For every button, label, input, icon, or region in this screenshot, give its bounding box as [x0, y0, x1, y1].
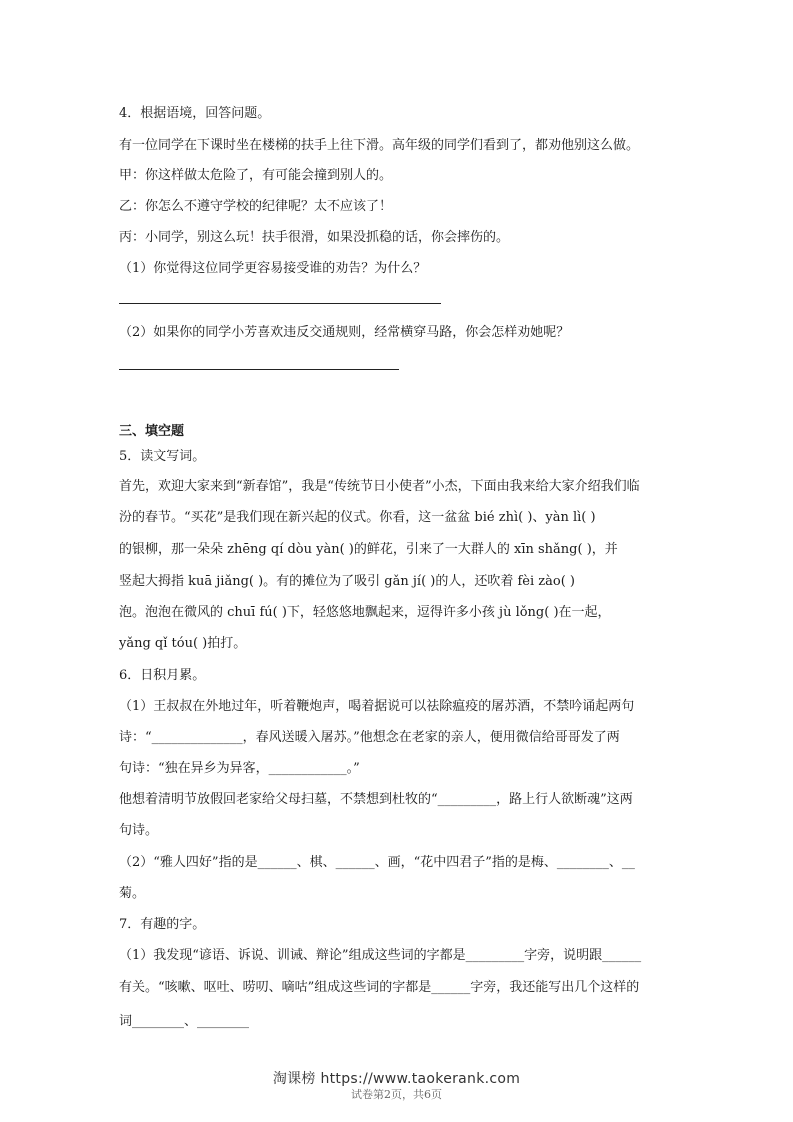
q5-line-4: 竖起大拇指 kuā jiǎng( )。有的摊位为了吸引 gǎn jí( )的人，还吹着 fèi zào( ) — [119, 574, 575, 589]
q6-line-4: 他想着清明节放假回老家给父母扫墓，不禁想到杜牧的“_________，路上行人欲断魂”这两 — [119, 792, 633, 807]
q7-line-3: 词________、________ — [119, 1014, 250, 1029]
q6-line-6: （2）“雅人四好”指的是______、棋、______、画，“花中四君子”指的是梅、________、__ — [119, 855, 635, 870]
q5-line-2: 汾的春节。“买花”是我们现在新兴起的仪式。你看，这一盆盆 bié zhì( )、yàn lì( ) — [119, 510, 596, 525]
q5-line-5: 泡。泡泡在微风的 chuī fú( )下，轻悠悠地飘起来，逗得许多小孩 jù lǒng( )在一起， — [119, 605, 611, 620]
q4-heading: 4．根据语境，回答问题。 — [119, 106, 271, 121]
q5-heading: 5．读文写词。 — [119, 449, 206, 464]
q4-yi: 乙：你怎么不遵守学校的纪律呢？太不应该了！ — [119, 199, 393, 214]
page-footer: 试卷第2页，共6页 — [351, 1088, 442, 1101]
q6-line-3: 句诗：“独在异乡为异客，____________。” — [119, 761, 360, 776]
q6-line-1: （1）王叔叔在外地过年，听着鞭炮声，喝着据说可以祛除瘟疫的屠苏酒，不禁吟诵起两句 — [119, 699, 635, 714]
q6-line-2: 诗：“______________，春风送暖入屠苏。”他想念在老家的亲人，便用微信给哥哥发了两 — [119, 730, 620, 745]
section-title: 三、填空题 — [119, 424, 185, 439]
q4-scenario: 有一位同学在下课时坐在楼梯的扶手上往下滑。高年级的同学们看到了，都劝他别这么做。 — [119, 138, 640, 153]
q4-sub2: （2）如果你的同学小芳喜欢违反交通规则，经常横穿马路，你会怎样劝她呢？ — [119, 325, 570, 340]
q7-line-1: （1）我发现“谚语、诉说、训诫、辩论”组成这些词的字都是_________字旁，说明跟______ — [119, 948, 642, 963]
q5-line-6: yǎng qǐ tóu( )拍打。 — [119, 636, 247, 651]
q4-sub1: （1）你觉得这位同学更容易接受谁的劝告？为什么？ — [119, 261, 427, 276]
q5-line-3: 的银柳，那一朵朵 zhēng qí dòu yàn( )的鲜花，引来了一大群人的 xīn shǎng( )，并 — [119, 542, 618, 557]
q7-line-2: 有关。“咳嗽、呕吐、唠叨、嘀咕”组成这些词的字都是______字旁，我还能写出几个这样的 — [119, 980, 640, 995]
q6-line-7: 菊。 — [119, 886, 146, 901]
q5-line-1: 首先，欢迎大家来到“新春馆”，我是“传统节日小使者”小杰，下面由我来给大家介绍我们临 — [119, 479, 640, 494]
q4-sub2-answer-line[interactable] — [119, 369, 399, 370]
q4-sub1-answer-line[interactable] — [119, 303, 441, 304]
q6-heading: 6．日积月累。 — [119, 668, 206, 683]
watermark-text: 淘课榜 https://www.taokerank.com — [272, 1071, 521, 1087]
q4-jia: 甲：你这样做太危险了，有可能会撞到别人的。 — [119, 168, 393, 183]
q7-heading: 7．有趣的字。 — [119, 917, 206, 932]
q4-bing: 丙：小同学，别这么玩！扶手很滑，如果没抓稳的话，你会摔伤的。 — [119, 230, 510, 245]
q6-line-5: 句诗。 — [119, 823, 159, 838]
